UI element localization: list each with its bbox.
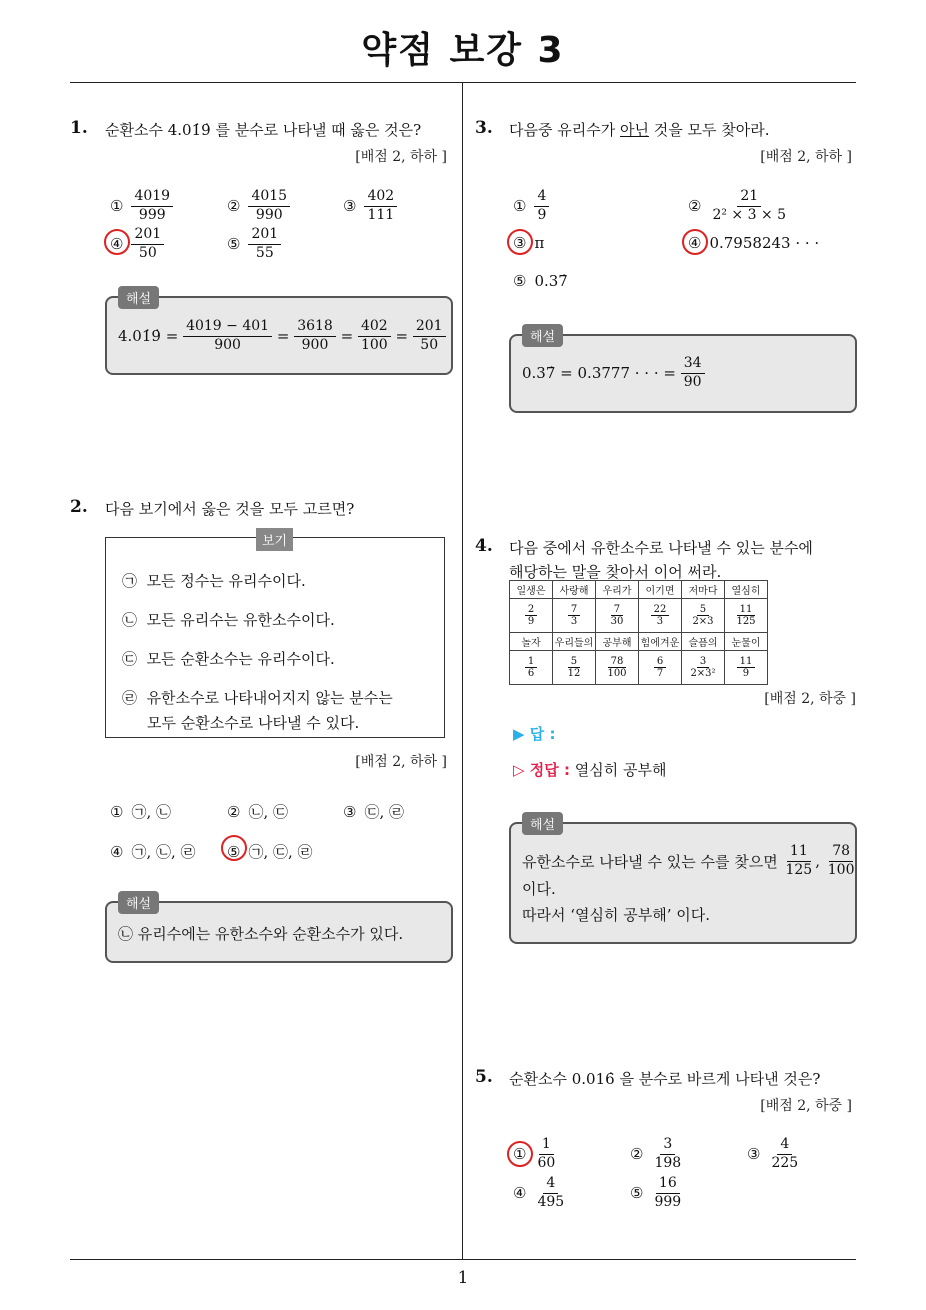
q3-option-3[interactable]: ③ π xyxy=(513,234,545,252)
q1-solution: 4.01̇9̇ = $\frac{4019 - 401}{900}$ = $\frac{3618}{900}$ = $\frac{402}{100}$ = $\frac{201}{50}$ xyxy=(118,318,446,354)
fraction: $\frac{201}{50}$ xyxy=(131,226,164,262)
q4-number: 4. xyxy=(475,536,493,556)
column-divider xyxy=(462,83,463,1260)
q3-solution: 0.37̇ = 0.3777 · · · = $\frac{34}{90}$ xyxy=(522,355,705,391)
fraction: $\frac{402}{111}$ xyxy=(364,188,397,224)
q4-solution-line2: 이다. xyxy=(522,880,556,898)
q5-option-3[interactable]: ③ $\frac{4}{225}$ xyxy=(747,1136,799,1171)
q3-option-4[interactable]: ④ 0.7958243 · · · xyxy=(688,234,820,252)
q5-number: 5. xyxy=(475,1067,493,1087)
q1-option-2[interactable]: ② $\frac{4015}{990}$ xyxy=(227,188,290,224)
q1-score: [배점 2, 하하 ] xyxy=(355,149,447,165)
q2-number: 2. xyxy=(70,497,88,517)
q2-option-1[interactable]: ① ㉠, ㉡ xyxy=(110,802,171,821)
q2-option-4[interactable]: ④ ㉠, ㉡, ㉣ xyxy=(110,842,196,861)
answer-mark xyxy=(507,1141,533,1167)
q4-text-line1: 다음 중에서 유한소수로 나타낼 수 있는 분수에 xyxy=(509,539,813,557)
q1-option-5[interactable]: ⑤ $\frac{201}{55}$ xyxy=(227,226,281,262)
bogi-item: ㉢ 모든 순환소수는 유리수이다. xyxy=(122,650,335,668)
q3-option-2[interactable]: ② $\frac{21}{\text{2² × 3 × 5}}$ xyxy=(688,188,787,223)
q2-solution: ㉡ 유리수에는 유한소수와 순환소수가 있다. xyxy=(118,925,404,943)
q2-text: 다음 보기에서 옳은 것을 모두 고르면? xyxy=(105,500,355,518)
q1-text: 순환소수 4.01̇9̇ 를 분수로 나타낼 때 옳은 것은? xyxy=(105,121,422,139)
q5-text: 순환소수 0.016̇ 을 분수로 바르게 나타낸 것은? xyxy=(509,1070,821,1088)
q4-score: [배점 2, 하중 ] xyxy=(764,691,856,707)
q1-number: 1. xyxy=(70,118,88,138)
q5-option-4[interactable]: ④ $\frac{4}{495}$ xyxy=(513,1175,565,1210)
solution-tag: 해설 xyxy=(522,324,563,347)
q2-score: [배점 2, 하하 ] xyxy=(355,754,447,770)
q3-text: 다음중 유리수가 아닌 것을 모두 찾아라. xyxy=(509,121,770,139)
q2-option-3[interactable]: ③ ㉢, ㉣ xyxy=(343,802,404,821)
bogi-tag: 보기 xyxy=(256,528,293,551)
bogi-item: ㉠ 모든 정수는 유리수이다. xyxy=(122,572,306,590)
q4-word-table: 일생은 사랑해 우리가 이기면 저마다 열심히 $\frac{2}{9}$ $\frac{7}{3}$ $\frac{7}{30}$ $\frac{22}{3}$ $\frac{5}{2\times 3}$ $\frac{11}{125}$ 놀자 우리들의 공부해 힘에겨운 슬픔의 눈물이 $\frac{1}{6}$ $\frac{5}{12}$ $\frac{78}{100}$ $\frac{6}{7}$ $\frac{3}{\text{2×3²}}$ $\frac{11}{9}$ xyxy=(509,580,768,685)
q4-solution-box xyxy=(509,822,857,944)
correct-answer: ▷ 정답 : 열심히 공부해 xyxy=(513,761,667,779)
footer-rule xyxy=(70,1259,856,1260)
header-rule xyxy=(70,82,856,83)
page-number: 1 xyxy=(457,1268,469,1288)
answer-mark xyxy=(507,229,533,255)
bogi-item-continued: 모두 순환소수로 나타낼 수 있다. xyxy=(147,714,360,732)
answer-mark xyxy=(104,229,130,255)
q2-option-2[interactable]: ② ㉡, ㉢ xyxy=(227,802,288,821)
q1-option-1[interactable]: ① $\frac{4019}{999}$ xyxy=(110,188,173,224)
q4-text-line2: 해당하는 말을 찾아서 이어 써라. xyxy=(509,563,722,581)
answer-mark xyxy=(221,835,247,861)
q3-option-1[interactable]: ① $\frac{4}{9}$ xyxy=(513,188,549,224)
q1-option-3[interactable]: ③ $\frac{402}{111}$ xyxy=(343,188,397,224)
answer-mark xyxy=(682,229,708,255)
q4-solution-line3: 따라서 ‘열심히 공부해’ 이다. xyxy=(522,906,710,924)
solution-tag: 해설 xyxy=(522,812,563,835)
solution-tag: 해설 xyxy=(118,891,159,914)
q3-score: [배점 2, 하하 ] xyxy=(760,149,852,165)
q5-option-1[interactable]: ① $\frac{1}{60}$ xyxy=(513,1136,556,1171)
q5-option-2[interactable]: ② $\frac{3}{198}$ xyxy=(630,1136,682,1171)
bogi-item: ㉡ 모든 유리수는 유한소수이다. xyxy=(122,611,335,629)
fraction: $\frac{4019}{999}$ xyxy=(131,188,173,224)
q5-option-5[interactable]: ⑤ $\frac{16}{999}$ xyxy=(630,1175,682,1210)
q3-number: 3. xyxy=(475,118,493,138)
fraction: $\frac{201}{55}$ xyxy=(248,226,281,262)
q2-option-5[interactable]: ⑤ ㉠, ㉢, ㉣ xyxy=(227,842,313,861)
q3-option-5[interactable]: ⑤ 0.37̇ xyxy=(513,272,568,290)
answer-label: ▶ 답 : xyxy=(513,725,556,743)
fraction: $\frac{4015}{990}$ xyxy=(248,188,290,224)
q5-score: [배점 2, 하중 ] xyxy=(760,1098,852,1114)
page-title: 약점 보강 3 xyxy=(361,30,565,71)
q1-option-4[interactable]: ④ $\frac{201}{50}$ xyxy=(110,226,164,262)
bogi-item: ㉣ 유한소수로 나타내어지지 않는 분수는 xyxy=(122,689,393,707)
q4-solution-line1: 유한소수로 나타낼 수 있는 수를 찾으면 $\frac{11}{125}$ , $\frac{78}{100}$ xyxy=(522,843,855,878)
solution-tag: 해설 xyxy=(118,286,159,309)
